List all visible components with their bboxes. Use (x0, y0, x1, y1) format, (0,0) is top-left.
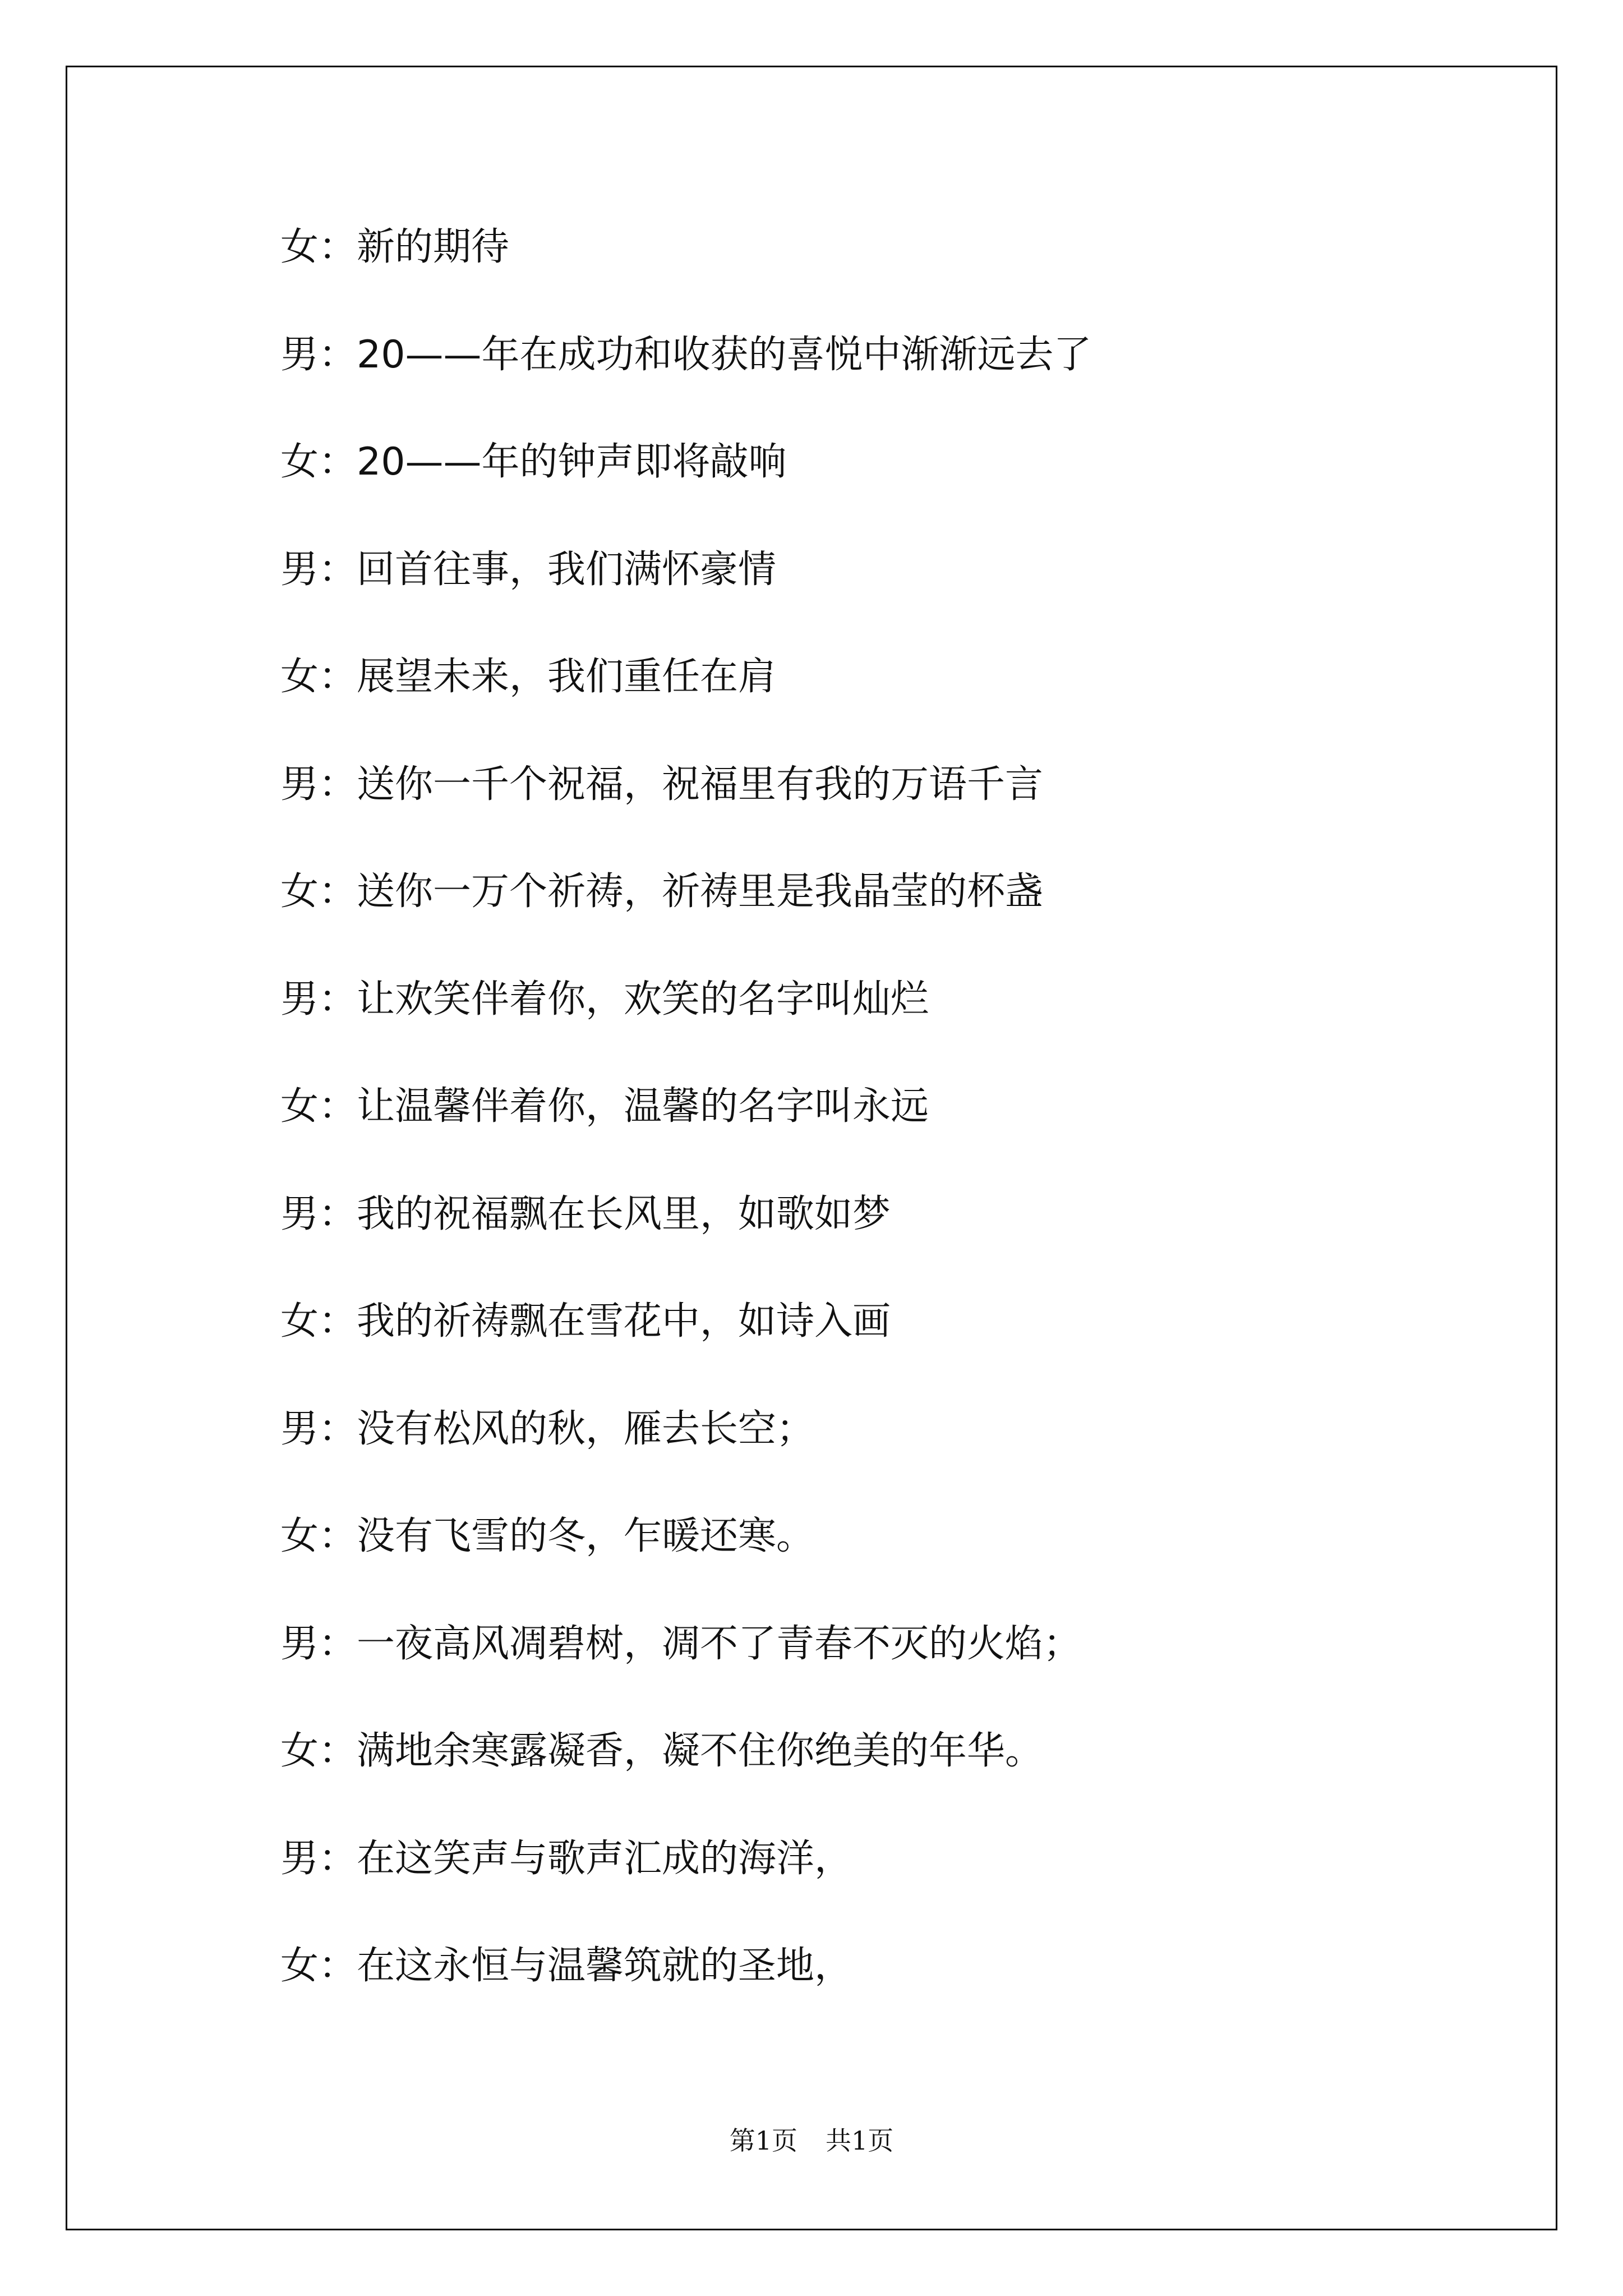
speaker-label: 女 (280, 1514, 319, 1558)
dialogue-line (280, 330, 1486, 438)
dialogue-line (280, 1082, 1486, 1189)
speaker-separator: ： (319, 1729, 357, 1773)
speaker-separator: ： (319, 1299, 357, 1343)
dialogue-line (280, 867, 1486, 974)
line-text: 回首往事，我们满怀豪情 (357, 547, 777, 592)
line-text: 我的祈祷飘在雪花中，如诗入画 (357, 1299, 891, 1343)
speaker-label: 男 (280, 1191, 319, 1236)
line-text: 一夜高风凋碧树，凋不了青春不灭的火焰； (357, 1621, 1082, 1666)
speaker-separator: ： (319, 1621, 357, 1666)
line-text: 让温馨伴着你，温馨的名字叫永远 (357, 1084, 929, 1129)
speaker-label: 男 (280, 1836, 319, 1881)
speaker-label: 男 (280, 1406, 319, 1451)
speaker-separator: ： (319, 1514, 357, 1558)
line-text: 送你一千个祝福，祝福里有我的万语千言 (357, 762, 1044, 807)
speaker-separator: ： (319, 1406, 357, 1451)
speaker-label: 女 (280, 1084, 319, 1129)
line-text: 我的祝福飘在长风里，如歌如梦 (357, 1191, 891, 1236)
page-number: 第1页 (729, 2125, 797, 2156)
line-text: 让欢笑伴着你，欢笑的名字叫灿烂 (357, 977, 929, 1022)
speaker-separator: ： (319, 655, 357, 699)
line-text: 新的期待 (357, 225, 510, 269)
speaker-separator: ： (319, 1084, 357, 1129)
speaker-label: 女 (280, 869, 319, 914)
dialogue-line (280, 760, 1486, 867)
speaker-label: 男 (280, 762, 319, 807)
dialogue-line (280, 974, 1486, 1082)
speaker-separator: ： (319, 1836, 357, 1881)
speaker-separator: ： (319, 225, 357, 269)
speaker-separator: ： (319, 1944, 357, 1988)
dialogue-line (280, 1834, 1486, 1941)
speaker-label: 男 (280, 547, 319, 592)
line-text: 展望未来，我们重任在肩 (357, 655, 777, 699)
speaker-label: 女 (280, 655, 319, 699)
speaker-separator: ： (319, 332, 357, 377)
speaker-label: 男 (280, 1621, 319, 1666)
dialogue-line (280, 1619, 1486, 1727)
speaker-label: 女 (280, 440, 319, 484)
dialogue-line (280, 1941, 1486, 2049)
dialogue-line (280, 437, 1486, 545)
speaker-label: 女 (280, 1729, 319, 1773)
speaker-label: 女 (280, 225, 319, 269)
line-text: 20——年在成功和收获的喜悦中渐渐远去了 (357, 332, 1092, 377)
speaker-separator: ： (319, 977, 357, 1022)
speaker-label: 女 (280, 1299, 319, 1343)
speaker-label: 男 (280, 977, 319, 1022)
speaker-separator: ： (319, 1191, 357, 1236)
dialogue-line (280, 545, 1486, 652)
dialogue-list (280, 222, 1486, 2049)
speaker-separator: ： (319, 547, 357, 592)
line-text: 在这永恒与温馨筑就的圣地， (357, 1944, 853, 1988)
line-text: 送你一万个祈祷，祈祷里是我晶莹的杯盏 (357, 869, 1044, 914)
dialogue-line (280, 222, 1486, 330)
line-text: 在这笑声与歌声汇成的海洋， (357, 1836, 853, 1881)
line-text: 没有松风的秋，雁去长空； (357, 1406, 815, 1451)
page-footer (0, 2124, 1623, 2157)
dialogue-line (280, 1296, 1486, 1404)
speaker-separator: ： (319, 762, 357, 807)
dialogue-line (280, 1726, 1486, 1834)
speaker-separator: ： (319, 869, 357, 914)
dialogue-line (280, 1189, 1486, 1297)
line-text: 满地余寒露凝香，凝不住你绝美的年华。 (357, 1729, 1044, 1773)
page-total: 共1页 (826, 2125, 894, 2156)
dialogue-line (280, 1404, 1486, 1512)
line-text: 没有飞雪的冬，乍暖还寒。 (357, 1514, 815, 1558)
line-text: 20——年的钟声即将敲响 (357, 440, 787, 484)
speaker-label: 女 (280, 1944, 319, 1988)
dialogue-line (280, 652, 1486, 760)
speaker-label: 男 (280, 332, 319, 377)
dialogue-line (280, 1511, 1486, 1619)
speaker-separator: ： (319, 440, 357, 484)
